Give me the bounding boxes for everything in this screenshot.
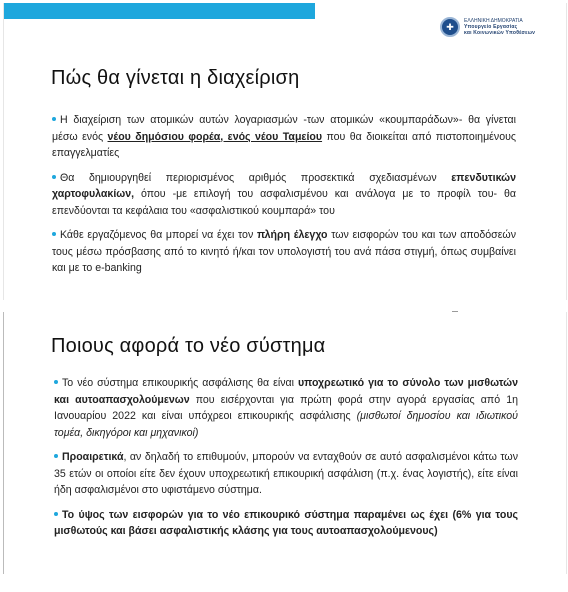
bullet-text: που εισέρχονται για πρώτη φορά στην αγορά εργασίας από 1η Ιανουαρίου 2022 και είναι υπόχρεοι επικουρικής ασφάλισης [54, 393, 519, 422]
logo-line-2: Υπουργείο Εργασίας [464, 24, 518, 30]
logo-line-1: ΕΛΛΗΝΙΚΗ ΔΗΜΟΚΡΑΤΙΑ [464, 18, 523, 24]
bullet-item [54, 375, 518, 441]
bullet-dot-icon [52, 117, 56, 121]
bullet-emphasis: επενδυτικών χαρτοφυλακίων, [52, 171, 516, 200]
bullet-list [54, 375, 518, 548]
bullet-list [52, 112, 516, 285]
bullet-dot-icon [54, 380, 58, 384]
bullet-emphasis: υποχρεωτικό για το σύνολο των μισθωτών και αυτοαπασχολούμενων [54, 377, 518, 406]
bullet-text: Η διαχείριση των ατομικών αυτών λογαριασμών -των ατομικών «κουμπαράδων»- θα γίνεται μέσω ενός [52, 114, 516, 143]
slide-title: Ποιους αφορά το νέο σύστημα [51, 335, 326, 357]
bullet-emphasis: Το ύψος των εισφορών για το νέο επικουρικό σύστημα παραμένει ως έχει (6% για τους μισθωτούς και βάσει ασφαλιστικής κλάσης για τους αυτοαπασχολούμενους) [54, 508, 518, 537]
slide-separator [0, 300, 568, 312]
bullet-text: των εισφορών του και των αποδόσεών τους μέσω πρόσβασης από το κινητό ή/και τον υπολογιστή του ανά πάσα στιγμή, όπως συμβαίνει και με το e-banking [52, 229, 516, 274]
bullet-italic: (μισθωτοί δημοσίου και ιδιωτικού τομέα, δικηγόροι και μηχανικοί) [54, 410, 518, 439]
logo-line-3: και Κοινωνικών Υποθέσεων [464, 30, 536, 36]
greek-emblem-icon: ✚ [440, 17, 460, 37]
bullet-dot-icon [54, 454, 58, 458]
bullet-text: όπου -με επιλογή του ασφαλισμένου και ανάλογα με το προφίλ του- θα επενδύονται τα κεφάλαια του «ασφαλιστικού κουμπαρά» του [52, 188, 516, 217]
bullet-text: που θα διοικείται από πιστοποιημένους επαγγελματίες [52, 130, 516, 159]
bullet-emphasis: πλήρη έλεγχο [256, 229, 328, 241]
bullet-text: Θα δημιουργηθεί περιορισμένος αριθμός προσεκτικά σχεδιασμένων [60, 171, 452, 184]
bullet-item [54, 449, 518, 499]
bullet-item [52, 227, 516, 277]
bullet-dot-icon [52, 175, 56, 179]
slide-title: Πώς θα γίνεται η διαχείριση [51, 67, 300, 89]
ministry-logo-text [464, 18, 535, 36]
bullet-text: Κάθε εργαζόμενος θα μπορεί να έχει τον [60, 229, 257, 241]
bullet-item [52, 170, 516, 220]
bullet-text: , αν δηλαδή το επιθυμούν, μπορούν να ενταχθούν σε αυτό ασφαλισμένοι κάτω των 35 ετών οι οποίοι είτε δεν έχουν υποχρεωτική επικουρική ασφάλιση (π.χ. ένας λογιστής), είτε είναι ήδη ασφαλισμένοι στο υφιστάμενο σύστημα. [54, 451, 518, 496]
bullet-text: Το νέο σύστημα επικουρικής ασφάλισης θα είναι [62, 377, 298, 389]
bullet-item [52, 112, 516, 162]
ministry-logo [440, 15, 550, 39]
bullet-item [54, 507, 518, 540]
slide-management [3, 3, 567, 300]
bullet-dot-icon [54, 512, 58, 516]
accent-bar [4, 3, 315, 19]
slide-who-is-affected [3, 312, 567, 574]
bullet-emphasis: νέου δημόσιου φορέα, ενός νέου Ταμείου [107, 130, 323, 143]
slide-marker [452, 311, 458, 312]
bullet-emphasis: Προαιρετικά [62, 451, 124, 463]
bullet-dot-icon [52, 232, 56, 236]
